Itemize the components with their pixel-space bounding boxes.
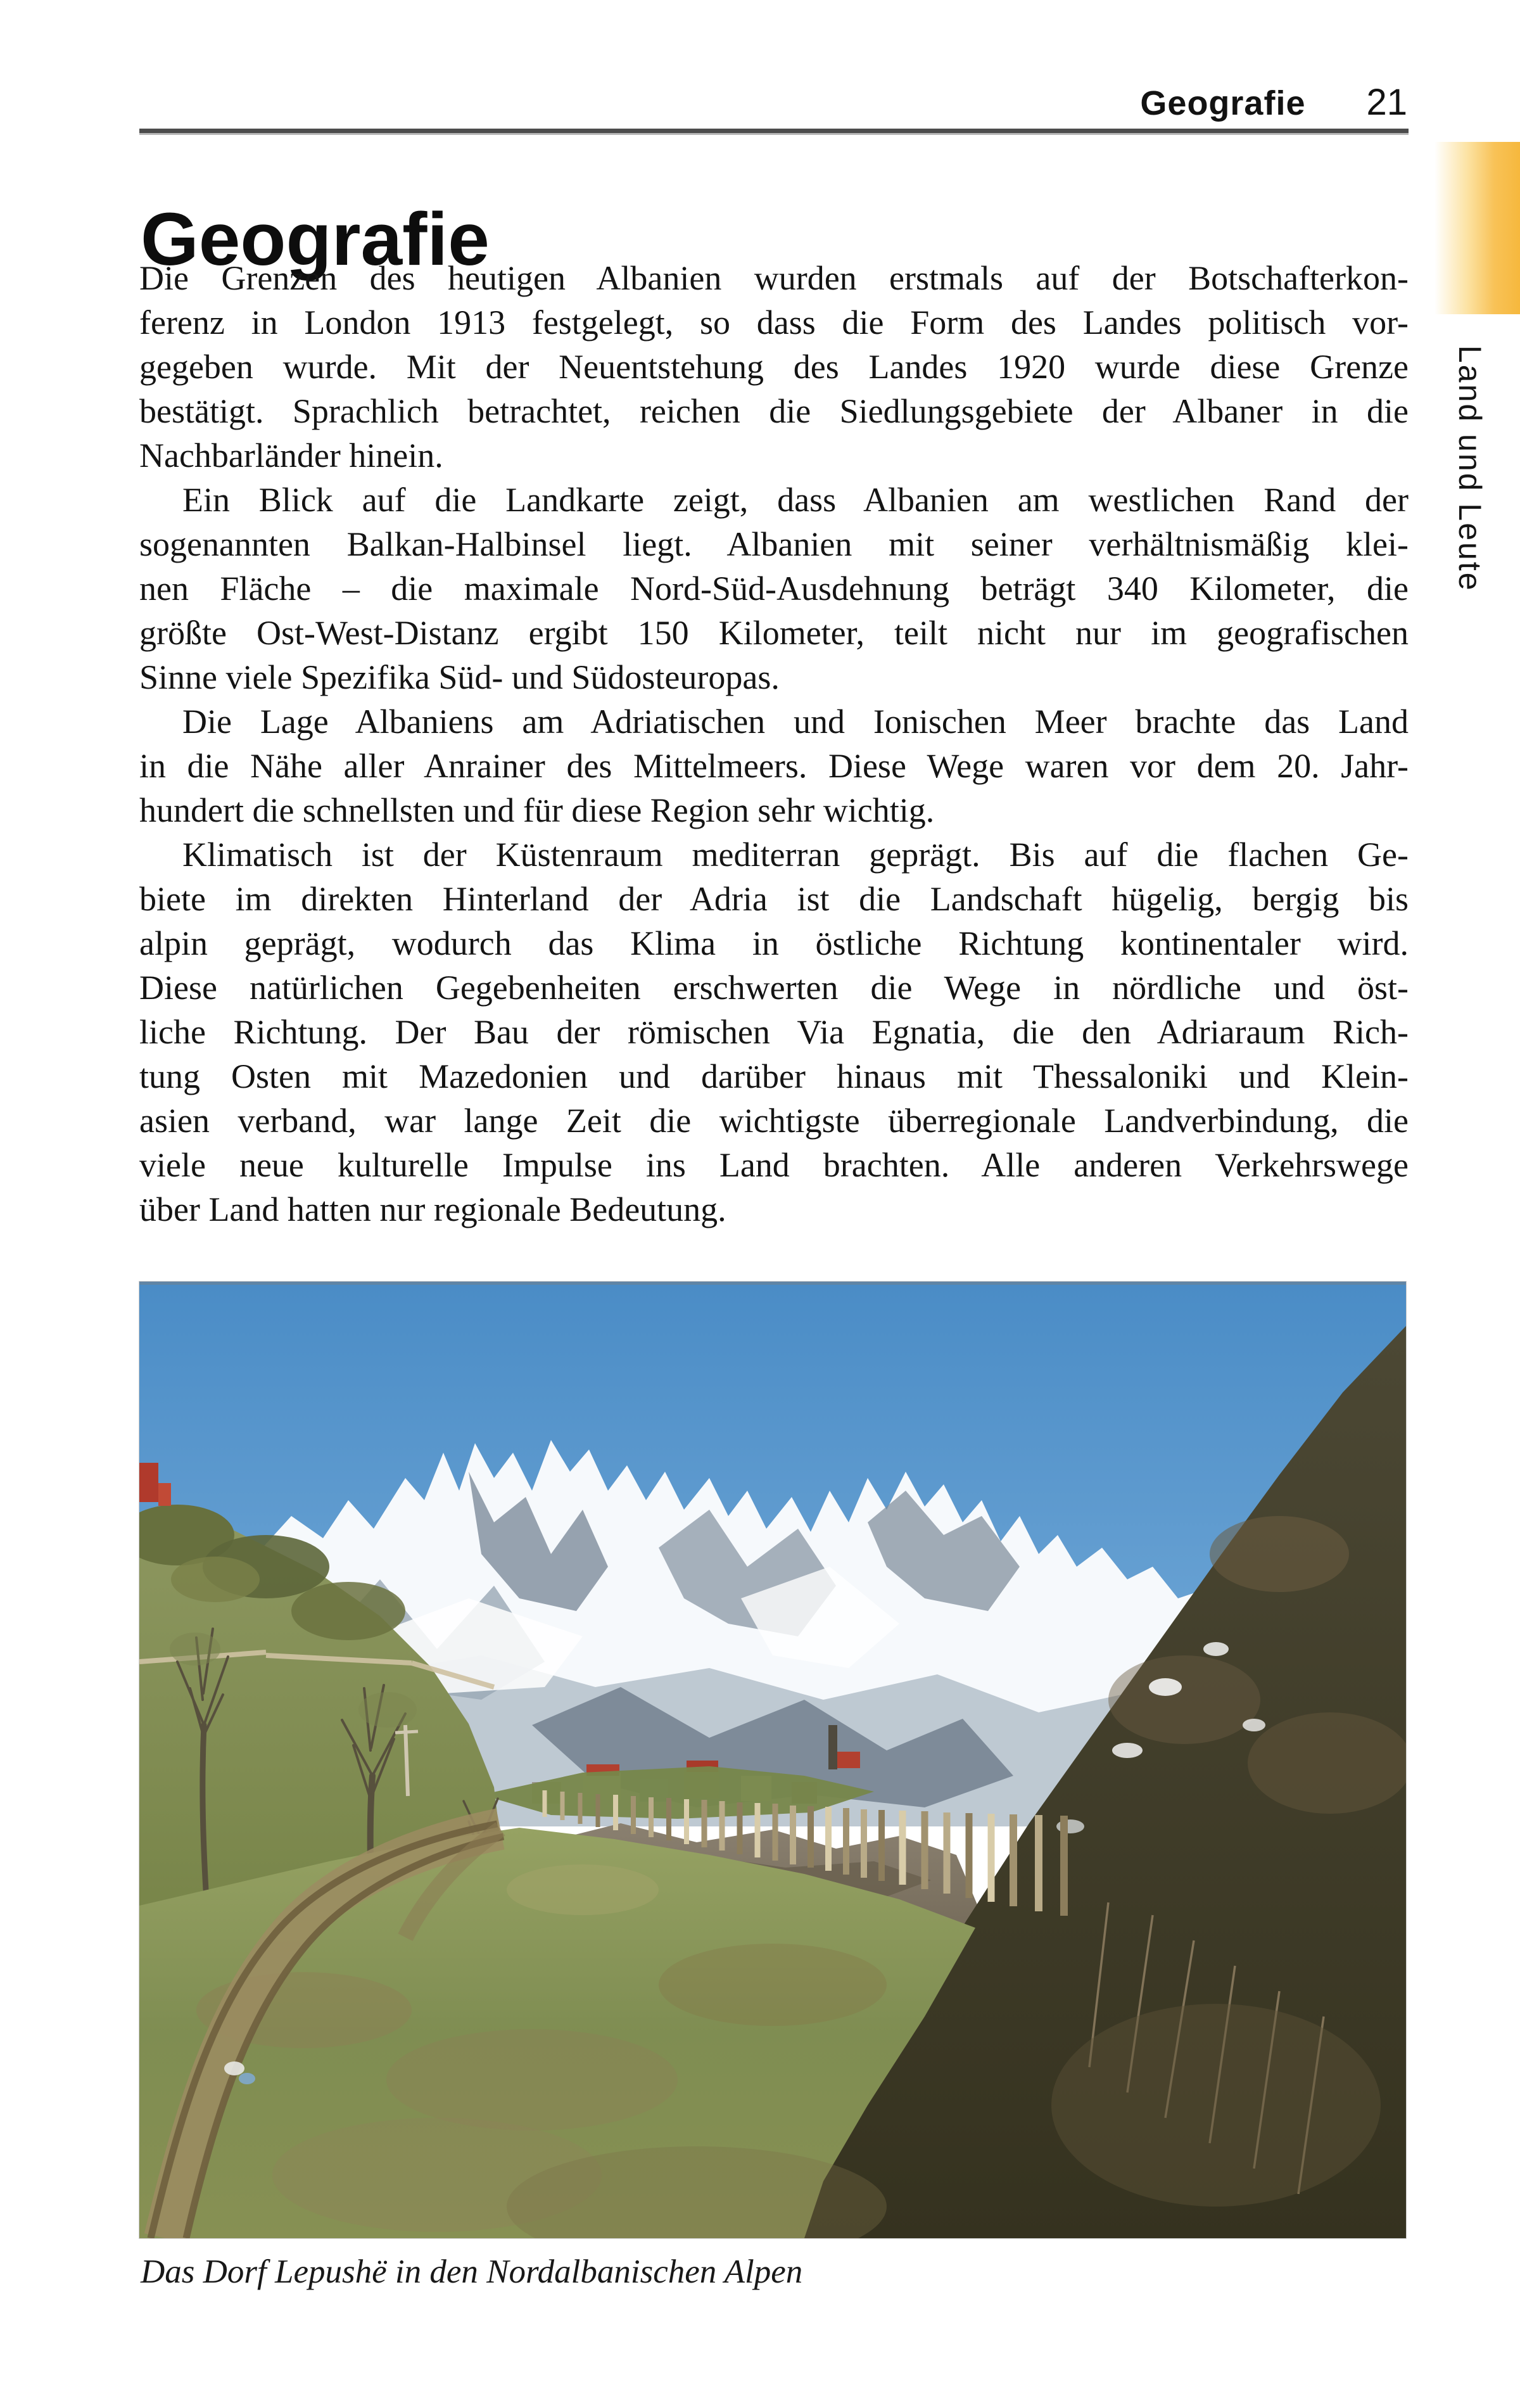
chapter-tab-label: Land und Leute (1452, 345, 1488, 592)
photo-caption: Das Dorf Lepushë in den Nordalbanischen Alpen (141, 2253, 803, 2290)
text-line: Die Grenzen des heutigen Albanien wurden erstmals auf der Botschafterkon- (139, 259, 1409, 297)
text-line: liche Richtung. Der Bau der römischen Via Egnatia, die den Adriaraum Rich- (139, 1013, 1409, 1051)
text-line: nen Fläche – die maximale Nord-Süd-Ausdehnung beträgt 340 Kilometer, die (139, 570, 1409, 608)
hillside-brush (1210, 1516, 1349, 1592)
hillside-brush (1248, 1712, 1406, 1814)
hillside-brush (1108, 1655, 1260, 1744)
running-head-section: Geografie (1140, 84, 1306, 122)
text-line: biete im direkten Hinterland der Adria ist die Landschaft hügelig, bergig bis (139, 880, 1409, 918)
text-line: gegeben wurde. Mit der Neuentstehung des Landes 1920 wurde diese Grenze (139, 348, 1409, 386)
hill-shrubs (171, 1557, 260, 1602)
village-photo (139, 1282, 1406, 2238)
running-head (1140, 81, 1407, 124)
hill-shrubs (291, 1582, 405, 1640)
text-line: in die Nähe aller Anrainer des Mittelmeers. Diese Wege waren vor dem 20. Jahr- (139, 747, 1409, 785)
grass-highlight (507, 1864, 659, 1915)
text-line: viele neue kulturelle Impulse ins Land brachten. Alle anderen Verkehrswege (139, 1146, 1409, 1184)
tree-foliage (170, 1633, 220, 1666)
text-line: Ein Blick auf die Landkarte zeigt, dass Albanien am westlichen Rand der (182, 481, 1409, 519)
text-line: größte Ost-West-Distanz ergibt 150 Kilometer, teilt nicht nur im geografischen (139, 614, 1409, 652)
text-line: tung Osten mit Mazedonien und darüber hinaus mit Thessaloniki und Klein- (139, 1057, 1409, 1095)
text-line: asien verband, war lange Zeit die wichtigste überregionale Landverbindung, die (139, 1102, 1409, 1140)
page-title: Geografie (141, 198, 490, 282)
text-line: alpin geprägt, wodurch das Klima in östliche Richtung kontinentaler wird. (139, 924, 1409, 962)
photo-edge (139, 1282, 1406, 1285)
text-line: ferenz in London 1913 festgelegt, so dass die Form des Landes politisch vor- (139, 303, 1409, 341)
snow-patch (1112, 1743, 1143, 1758)
text-line: hundert die schnellsten und für diese Region sehr wichtig. (139, 791, 935, 829)
text-line: Die Lage Albaniens am Adriatischen und Ionischen Meer brachte das Land (182, 703, 1409, 741)
snow-patch (1243, 1719, 1265, 1731)
text-line: Klimatisch ist der Küstenraum mediterran geprägt. Bis auf die flachen Ge- (182, 836, 1409, 874)
dry-grass-patch (659, 1944, 887, 2026)
text-line: Nachbarländer hinein. (139, 436, 443, 475)
mountain-landscape-illustration (139, 1282, 1406, 2238)
header-rule (139, 129, 1409, 135)
text-line: bestätigt. Sprachlich betrachtet, reichen die Siedlungsgebiete der Albaner in die (139, 392, 1409, 430)
text-line: Diese natürlichen Gegebenheiten erschwerten die Wege in nördliche und öst- (139, 969, 1409, 1007)
text-line: Sinne viele Spezifika Süd- und Südosteuropas. (139, 658, 780, 696)
text-line: über Land hatten nur regionale Bedeutung. (139, 1190, 726, 1228)
snow-patch (1149, 1678, 1182, 1696)
right-brush-mass (1051, 2004, 1381, 2207)
page-number: 21 (1366, 82, 1407, 123)
chapter-tab-color-band (1434, 142, 1520, 314)
tree-foliage (358, 1692, 417, 1728)
text-line: sogenannten Balkan-Halbinsel liegt. Albanien mit seiner verhältnismäßig klei- (139, 525, 1409, 563)
dry-grass-patch (386, 2029, 678, 2131)
body-text (139, 256, 1409, 1232)
snow-patch (1203, 1642, 1229, 1656)
